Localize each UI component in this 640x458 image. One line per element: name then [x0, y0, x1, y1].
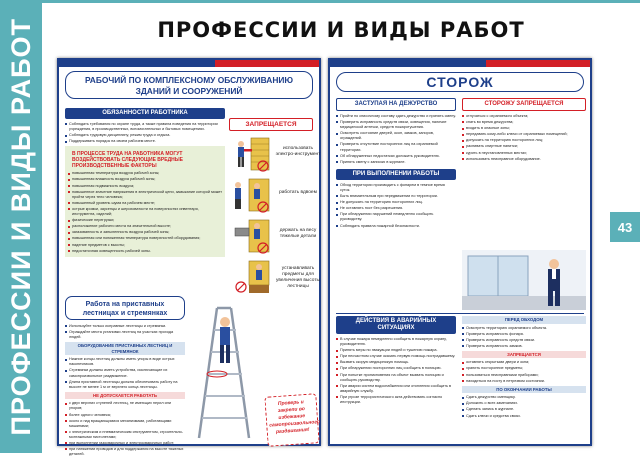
watchman-prohibit-section — [462, 98, 586, 163]
duty-header: ЗАСТУПАЯ НА ДЕЖУРСТВО — [336, 98, 456, 111]
list-item: Соблюдать правила пожарной безопасности. — [336, 224, 456, 229]
forbid-header: НЕ ДОПУСКАЕТСЯ РАБОТАТЬ — [65, 392, 185, 400]
duties-header: ОБЯЗАННОСТИ РАБОТНИКА — [65, 108, 225, 119]
top-rule — [42, 0, 640, 3]
warning-stamp: Проверь и закрепи во избежание самопроизвольного раздвигания! — [264, 393, 319, 447]
ladder-header: Работа на приставных лестницах и стремянках — [65, 296, 185, 320]
check-section — [462, 316, 586, 420]
equip-list — [65, 357, 185, 390]
list-item: При обнаружении посторонних лиц сообщить в полицию. — [336, 366, 456, 371]
list-item: при натяжении проводов и для поддержания на высоте тяжелых деталей. — [65, 447, 185, 457]
prohibited-label: устанавливать предметы для увеличения высоты лестницы — [276, 266, 320, 289]
poster-top-stripe — [59, 60, 319, 67]
prohibited-label: работать вдвоем — [279, 190, 317, 195]
list-item: Не допускать на территорию посторонних лиц. — [336, 200, 456, 205]
hazards-title: В ПРОЦЕССЕ ТРУДА НА РАБОТНИКА МОГУТ ВОЗДЕЙСТВОВАТЬ СЛЕДУЮЩИЕ ВРЕДНЫЕ ПРОИЗВОДСТВЕННЫЕ ФАКТОРЫ — [72, 151, 183, 170]
two-workers-icon — [229, 177, 271, 213]
list-item: повышенная температура воздуха рабочей зоны; — [68, 171, 222, 176]
list-item: около и над вращающимися механизмами, работающими машинами; — [65, 419, 185, 429]
list-item: Не оставлять пост без разрешения. — [336, 206, 456, 211]
list-item: с электрическим и пневматическим инструментом, строительно-монтажными пистолетами; — [65, 430, 185, 440]
duties-section — [65, 108, 225, 257]
duty-section — [336, 98, 456, 230]
list-item: Быть внимательным при передвижении по территории. — [336, 194, 456, 199]
list-item: распивать спиртные напитки; — [462, 144, 586, 149]
side-title: ПРОФЕССИИ И ВИДЫ РАБОТ — [5, 17, 36, 436]
emergency-section — [336, 316, 456, 406]
list-item: Стремянки должны иметь устройства, исключающие их самопроизвольное раздвижение. — [65, 368, 185, 378]
watchman-illustration — [462, 250, 586, 310]
list-item: Длина приставной лестницы должна обеспечивать работу на высоте не менее 1 м от верхнего конца лестницы. — [65, 380, 185, 390]
list-item: Проверить отсутствие посторонних лиц на охраняемой территории. — [336, 142, 456, 152]
emergency-header: ДЕЙСТВИЯ В АВАРИЙНЫХ СИТУАЦИЯХ — [336, 316, 456, 334]
list-item: физические перегрузки; — [68, 218, 222, 223]
list-item: Доложить о всех замечаниях. — [462, 401, 586, 406]
list-item: загазованность и запыленность воздуха рабочей зоны; — [68, 230, 222, 235]
list-item: Проверить исправность средств связи, освещения, наличие медицинской аптечки, средств пожаротушения. — [336, 120, 456, 130]
duties-list — [65, 122, 225, 144]
prohibited-label: держать на весу тяжелые детали — [279, 228, 317, 239]
list-item: спать во время дежурства; — [462, 120, 586, 125]
prohibit-list — [462, 114, 586, 162]
list-item: повышенное значение напряжения в электрической цепи, замыкание которой может пройти через тело человека; — [68, 190, 222, 200]
list-item: недостаточная освещенность рабочей зоны. — [68, 249, 222, 254]
list-item: расположение рабочего места на значительной высоте; — [68, 224, 222, 229]
list-item: падение предметов с высоты; — [68, 243, 222, 248]
poster-title: РАБОЧИЙ ПО КОМПЛЕКСНОМУ ОБСЛУЖИВАНИЮ ЗДАНИЙ И СООРУЖЕНИЙ — [65, 71, 313, 99]
poster-title: СТОРОЖ — [336, 72, 584, 92]
list-item: с двух верхних ступеней лестниц, не имеющих перил или упоров; — [65, 401, 185, 411]
list-item: оставлять открытыми двери и окна; — [462, 360, 586, 365]
list-item: хранить посторонние предметы; — [462, 366, 586, 371]
ladder-list — [65, 324, 185, 340]
prohibit-header: СТОРОЖУ ЗАПРЕЩАЕТСЯ — [462, 98, 586, 111]
list-item: передавать кому-либо ключи от охраняемых помещений; — [462, 132, 586, 137]
list-item: повышенная подвижность воздуха; — [68, 184, 222, 189]
poster-watchman — [328, 58, 592, 446]
list-item: Соблюдать требования по охране труда, а также правила поведения на территории учреждения, в производственных, вспомогательных и бытовых помещениях. — [65, 122, 225, 132]
prohibited-header: ЗАПРЕЩАЕТСЯ — [229, 118, 313, 131]
check-list — [462, 326, 586, 349]
list-item: Используйте только исправные лестницы и стремянки. — [65, 324, 185, 329]
list-item: Обход территории производить с фонарем в темное время суток. — [336, 183, 456, 193]
ladder-box-icon — [229, 259, 271, 295]
emergency-list — [336, 337, 456, 405]
duty-list — [336, 114, 456, 165]
end-list — [462, 395, 586, 418]
page-number: 43 — [610, 212, 640, 242]
list-item: допускать на территорию посторонних лиц; — [462, 138, 586, 143]
equip-header: ОБОРУДОВАНИЕ ПРИСТАВНЫХ ЛЕСТНИЦ И СТРЕМЯНОК — [65, 342, 185, 355]
list-item: острые кромки, заусенцы и шероховатости на поверхностях инвентаря, инструмента, изделий; — [68, 207, 222, 217]
list-item: При аварии систем водоснабжения или отопления сообщить в аварийную службу. — [336, 384, 456, 394]
list-item: Ограждайте места установки лестниц на участках прохода людей. — [65, 330, 185, 340]
heavy-part-icon — [229, 218, 271, 254]
list-item: находиться на посту в нетрезвом состоянии. — [462, 379, 586, 384]
list-item: Принять смену с записью в журнале. — [336, 160, 456, 165]
list-item: Проверить исправность замков. — [462, 344, 586, 349]
list-item: При несчастном случае оказать первую помощь пострадавшему. — [336, 354, 456, 359]
list-item: курить в неустановленных местах; — [462, 151, 586, 156]
work-header: ПРИ ВЫПОЛНЕНИИ РАБОТЫ — [336, 169, 456, 180]
list-item: входить в опасные зоны; — [462, 126, 586, 131]
list-item: Соблюдать трудовую дисциплину, режим труда и отдыха. — [65, 133, 225, 138]
list-item: В случае пожара немедленно сообщить в пожарную охрану, руководителю. — [336, 337, 456, 347]
list-item: Об обнаруженных недостатках доложить руководителю. — [336, 154, 456, 159]
list-item: Поддерживать порядок на своем рабочем месте. — [65, 139, 225, 144]
worker-electric-tool-icon — [229, 136, 271, 172]
list-item: Вызвать скорую медицинскую помощь. — [336, 360, 456, 365]
list-item: При угрозе террористического акта действовать согласно инструкции. — [336, 395, 456, 405]
list-item: отлучаться с охраняемого объекта; — [462, 114, 586, 119]
list-item: более одного человека; — [65, 413, 185, 418]
list-item: Сделать запись в журнале. — [462, 407, 586, 412]
forbid-list — [65, 401, 185, 457]
list-item: Принять меры по эвакуации людей и тушению пожара. — [336, 348, 456, 353]
stepladder-worker-illustration — [187, 298, 267, 444]
list-item: Сдать дежурство сменщику. — [462, 395, 586, 400]
ladder-section — [65, 324, 185, 458]
prohibited-label: использовать электро-инструмент — [275, 146, 321, 157]
list-item: использовать неисправное оборудование. — [462, 157, 586, 162]
list-item: При обнаружении нарушений немедленно сообщить руководству. — [336, 212, 456, 222]
list-item: повышенный уровень шума на рабочем месте; — [68, 201, 222, 206]
list-item: Проверить исправность средств связи. — [462, 338, 586, 343]
work-list — [336, 183, 456, 229]
list-item: Проверить исправность фонаря. — [462, 332, 586, 337]
list-item: Нижние концы лестниц должны иметь упоры в виде острых наконечников. — [65, 357, 185, 367]
list-item: Сдать ключи и средства связи. — [462, 414, 586, 419]
page-title: ПРОФЕССИИ И ВИДЫ РАБОТ — [157, 18, 525, 42]
poster-building-worker — [57, 58, 321, 457]
hazards-box — [65, 146, 225, 256]
list-item: пользоваться неисправными приборами; — [462, 373, 586, 378]
list-item: Осмотреть территорию охраняемого объекта. — [462, 326, 586, 331]
list-item: повышенная или пониженная температура поверхностей оборудования; — [68, 236, 222, 241]
poster-top-stripe — [330, 60, 590, 67]
forbid-header: ЗАПРЕЩАЕТСЯ — [462, 351, 586, 359]
list-item: повышенная влажность воздуха рабочей зоны; — [68, 177, 222, 182]
list-item: Пройти по списочному составу сдать дежурство и принять смену. — [336, 114, 456, 119]
list-item: Осмотреть состояние дверей, окон, замков, запоров, ограждений. — [336, 131, 456, 141]
check-header: ПЕРЕД ОБХОДОМ — [462, 316, 586, 324]
list-item: при выполнении газосварочных и электросварочных работ; — [65, 441, 185, 446]
divider — [336, 313, 584, 314]
hazards-list — [68, 171, 222, 253]
end-header: ПО ОКОНЧАНИИ РАБОТЫ — [462, 386, 586, 394]
forbid-list — [462, 360, 586, 383]
list-item: При попытке проникновения на объект вызвать полицию и сообщить руководству. — [336, 373, 456, 383]
